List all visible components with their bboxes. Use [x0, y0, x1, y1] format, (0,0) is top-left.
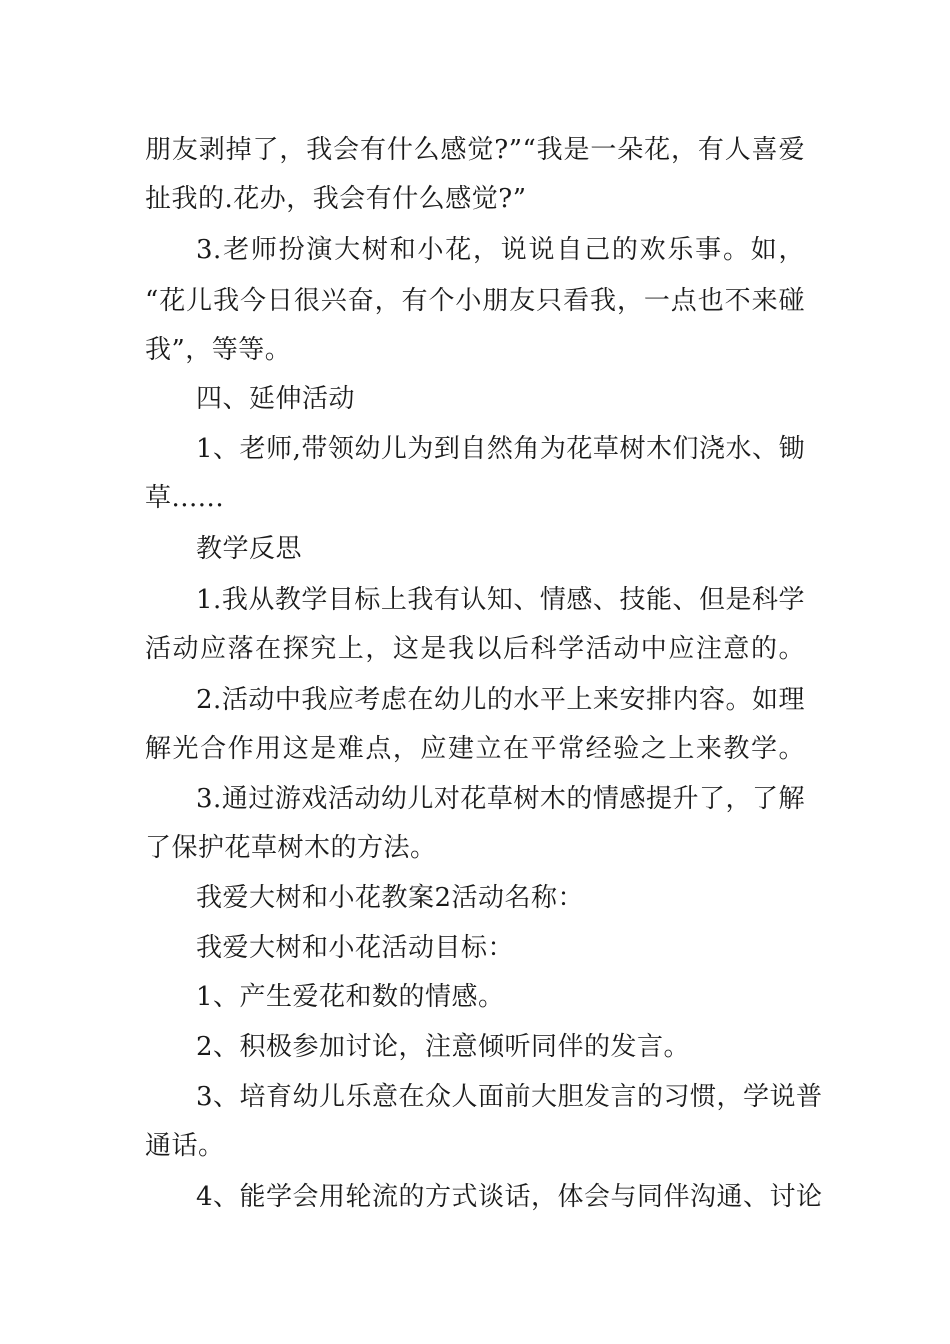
text-line: 1.我从教学目标上我有认知、情感、技能、但是科学 — [196, 585, 805, 615]
text-line: “花儿我今日很兴奋，有个小朋友只看我，一点也不来碰 — [145, 286, 805, 316]
list-item: 2、积极参加讨论，注意倾听同伴的发言。 — [196, 1032, 691, 1062]
text-line: 通话。 — [145, 1131, 225, 1161]
list-item: 3、培育幼儿乐意在众人面前大胆发言的习惯，学说普 — [196, 1082, 823, 1112]
text-line: 解光合作用这是难点，应建立在平常经验之上来教学。 — [145, 734, 805, 764]
text-line: 1、老师,带领幼儿为到自然角为花草树木们浇水、锄 — [196, 434, 805, 464]
text-line: 扯我的.花办，我会有什么感觉?” — [145, 184, 527, 214]
list-item: 4、能学会用轮流的方式谈话，体会与同伴沟通、讨论 — [196, 1182, 823, 1212]
section-heading: 我爱大树和小花教案2活动名称： — [196, 883, 585, 913]
text-line: 朋友剥掉了，我会有什么感觉?”“我是一朵花，有人喜爱 — [145, 135, 805, 165]
text-line: 我”，等等。 — [145, 335, 292, 365]
text-line: 我爱大树和小花活动目标： — [196, 933, 515, 963]
text-line: 活动应落在探究上，这是我以后科学活动中应注意的。 — [145, 634, 805, 664]
list-item: 1、产生爱花和数的情感。 — [196, 982, 505, 1012]
section-heading: 教学反思 — [196, 534, 303, 564]
section-heading: 四、延伸活动 — [196, 384, 356, 414]
text-line: 了保护花草树木的方法。 — [145, 833, 437, 863]
text-line: 草...... — [145, 483, 225, 513]
text-line: 2.活动中我应考虑在幼儿的水平上来安排内容。如理 — [196, 685, 805, 715]
text-line: 3.通过游戏活动幼儿对花草树木的情感提升了，了解 — [196, 784, 805, 814]
text-line: 3.老师扮演大树和小花，说说自己的欢乐事。如， — [196, 235, 805, 265]
